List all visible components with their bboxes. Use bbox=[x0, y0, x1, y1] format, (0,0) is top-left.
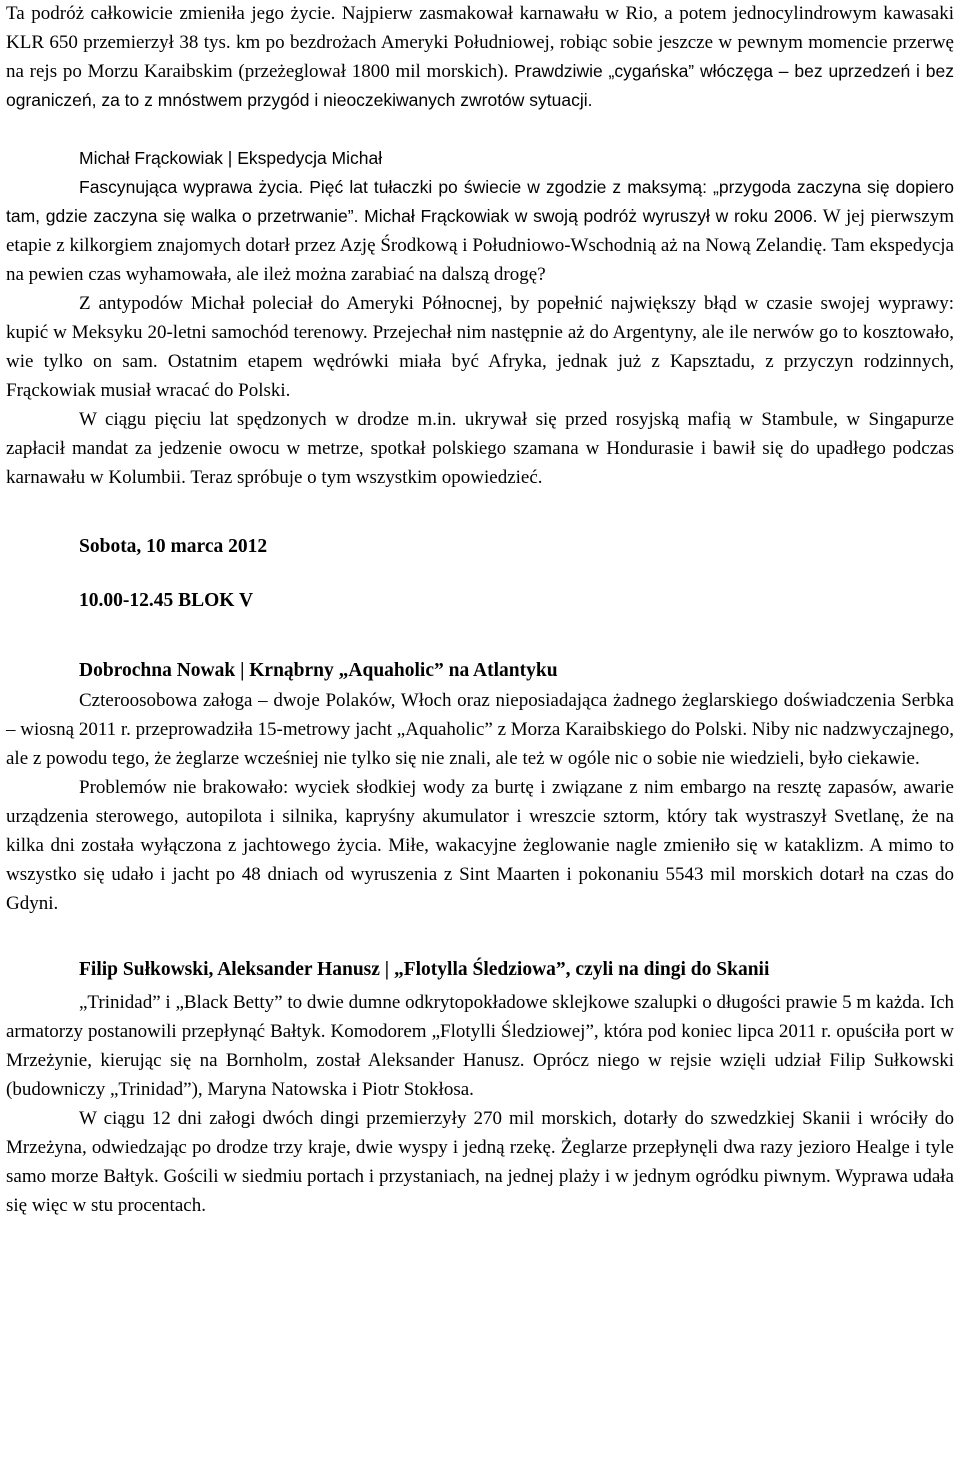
frackowiak-paragraph-1-serif-part: W jej pierwszym etapie z kilkorgiem znajomych dotarł przez Azję Środkową i Południowo-Wschodnią aż na Nową Zelandię. Tam ekspedycja na pewien czas wyhamowała, ale ileż można zarabiać na dalszą drogę? bbox=[6, 206, 954, 285]
frackowiak-paragraph-3: W ciągu pięciu lat spędzonych w drodze m.in. ukrywał się przed rosyjską mafią w Stambule, w Singapurze zapłacił mandat za jedzenie owocu w metrze, spotkał polskiego szamana w Hondurasie i bawił się do upadłego podczas karnawału w Kolumbii. Teraz spróbuje o tym wszystkim opowiedzieć. bbox=[6, 409, 954, 488]
schedule-block: 10.00-12.45 BLOK V bbox=[79, 590, 254, 611]
frackowiak-paragraph-1 bbox=[6, 173, 954, 289]
section-heading-frackowiak: Michał Frąckowiak | Ekspedycja Michał bbox=[79, 148, 383, 168]
intro-paragraph-sans-part: Prawdziwie „cygańska” włóczęga – bez uprzedzeń i bez ograniczeń, za to z mnóstwem przygód i nieoczekiwanych zwrotów sytuacji. bbox=[6, 61, 955, 110]
sulkowski-paragraph-2: W ciągu 12 dni załogi dwóch dingi przemierzyły 270 mil morskich, dotarły do szwedzkiej Skanii i wróciły do Mrzeżyna, odwiedzając po drodze trzy kraje, dwie wyspy i jedną rzekę. Żeglarze przepłynęli dwa razy jezioro Healge i tyle samo morze Bałtyk. Gościli w siedmiu portach i przystaniach, na jednej plaży i w jednym ogródku piwnym. Wyprawa udała się więc w stu procentach. bbox=[6, 1108, 954, 1216]
intro-paragraph bbox=[6, 0, 954, 115]
intro-paragraph-serif-part: Ta podróż całkowicie zmieniła jego życie. Najpierw zasmakował karnawału w Rio, a potem jednocylindrowym kawasaki KLR 650 przemierzył 38 tys. km po bezdrożach Ameryki Południowej, robiąc sobie jeszcze w pewnym momencie przerwę na rejs po Morzu Karaibskim (przeżeglował 1800 mil morskich). bbox=[6, 3, 954, 82]
frackowiak-paragraph-1-sans-part: Fascynująca wyprawa życia. Pięć lat tułaczki po świecie w zgodzie z maksymą: „przygoda zaczyna się dopiero tam, gdzie zaczyna się walka o przetrwanie”. Michał Frąckowiak w swoją podróż wyruszył w roku 2006. bbox=[6, 177, 954, 226]
section-heading-nowak: Dobrochna Nowak | Krnąbrny „Aquaholic” na Atlantyku bbox=[79, 660, 558, 681]
nowak-paragraph-2: Problemów nie brakowało: wyciek słodkiej wody za burtę i związane z nim embargo na resztę zapasów, awarie urządzenia sterowego, autopilota i silnika, kapryśny akumulator i wreszcie sztorm, który tak wystraszył Svetlanę, że na kilka dni została wyłączona z jachtowego życia. Miłe, wakacyjne żeglowanie nagle zmieniło się w kataklizm. A mimo to wszystko się udało i jacht po 48 dniach od wyruszenia z Sint Maarten i pokonaniu 5543 mil morskich dotarł na czas do Gdyni. bbox=[6, 777, 954, 914]
nowak-paragraph-1: Czteroosobowa załoga – dwoje Polaków, Włoch oraz nieposiadająca żadnego żeglarskiego doświadczenia Serbka – wiosną 2011 r. przeprowadziła 15-metrowy jacht „Aquaholic” z Morza Karaibskiego do Polski. Niby nic nadzwyczajnego, ale z powodu tego, że żeglarze wcześniej nie tylko się nie znali, ale też w ogóle nic o sobie nie wiedzieli, było ciekawie. bbox=[6, 690, 954, 769]
section-heading-sulkowski-hanusz: Filip Sułkowski, Aleksander Hanusz | „Flotylla Śledziowa”, czyli na dingi do Skanii bbox=[79, 959, 770, 980]
schedule-date: Sobota, 10 marca 2012 bbox=[79, 536, 268, 557]
sulkowski-paragraph-1: „Trinidad” i „Black Betty” to dwie dumne odkrytopokładowe sklejkowe szalupki o długości prawie 5 m każda. Ich armatorzy postanowili przepłynąć Bałtyk. Komodorem „Flotylli Śledziowej”, która pod koniec lipca 2011 r. opuściła port w Mrzeżynie, kierując się na Bornholm, został Aleksander Hanusz. Oprócz niego w rejsie wzięli udział Filip Sułkowski (budowniczy „Trinidad”), Maryna Natowska i Piotr Stokłosa. bbox=[6, 992, 954, 1100]
document-page bbox=[6, 0, 954, 1220]
frackowiak-paragraph-2: Z antypodów Michał poleciał do Ameryki Północnej, by popełnić największy błąd w czasie swojej wyprawy: kupić w Meksyku 20-letni samochód terenowy. Przejechał nim następnie aż do Argentyny, ale ile nerwów go to kosztowało, wie tylko on sam. Ostatnim etapem wędrówki miała być Afryka, jednak już z Kapsztadu, z przyczyn rodzinnych, Frąckowiak musiał wracać do Polski. bbox=[6, 293, 954, 401]
